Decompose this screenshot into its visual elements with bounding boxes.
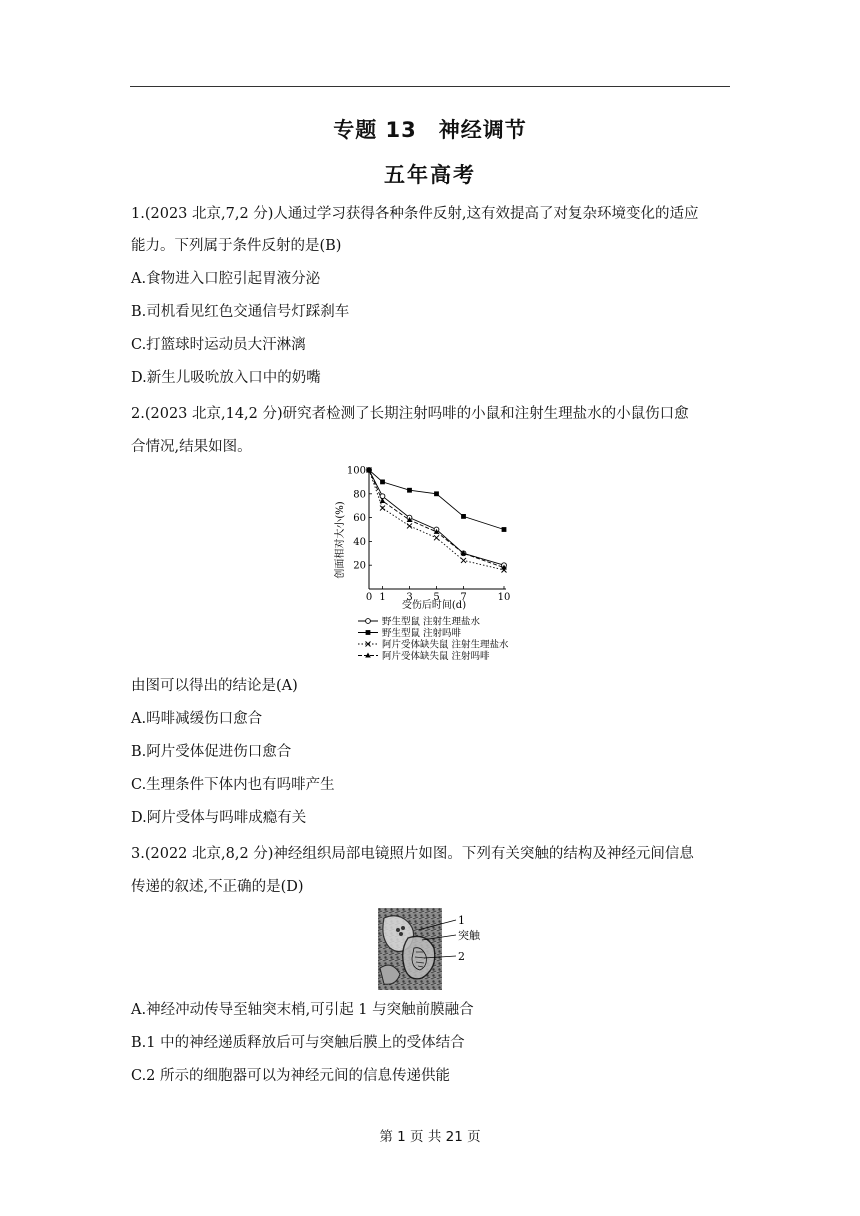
legend-marker: [366, 630, 371, 635]
legend-label: 野生型鼠 注射吗啡: [382, 628, 462, 639]
q2-option-c: C.生理条件下体内也有吗啡产生: [131, 777, 335, 793]
figure-label-1: 1: [458, 914, 465, 927]
q1-stem-line1: 1.(2023 北京,7,2 分)人通过学习获得各种条件反射,这有效提高了对复杂环境变化的适应: [131, 206, 699, 222]
x-tick-label: 3: [406, 592, 413, 603]
chart-axes: [347, 466, 510, 604]
y-tick-label: 40: [353, 536, 366, 548]
q3-option-b: B.1 中的神经递质释放后可与突触后膜上的受体结合: [131, 1035, 465, 1051]
legend-marker: [366, 619, 371, 624]
q1-option-c: C.打篮球时运动员大汗淋漓: [131, 337, 306, 353]
section-subtitle: 五年高考: [384, 163, 476, 187]
q2-conclusion: 由图可以得出的结论是(A): [131, 678, 298, 694]
x-tick-label: 1: [379, 592, 386, 603]
y-tick-label: 20: [353, 560, 366, 572]
q1-option-d: D.新生儿吸吮放入口中的奶嘴: [131, 370, 321, 386]
page-title: 专题 13 神经调节: [333, 118, 527, 142]
q2-stem-line2: 合情况,结果如图。: [131, 439, 252, 455]
q2-option-a: A.吗啡减缓伤口愈合: [131, 711, 263, 727]
data-point: [461, 558, 466, 563]
q1-option-a: A.食物进入口腔引起胃液分泌: [131, 271, 321, 287]
chart-y-axis-label: 创面相对大小(%): [335, 501, 346, 579]
electron-micrograph-figure: [378, 908, 488, 990]
y-tick-label: 80: [353, 489, 366, 501]
header-rule: [130, 86, 730, 87]
data-point: [407, 488, 412, 493]
legend-entry: [358, 650, 490, 662]
data-point: [461, 514, 466, 519]
data-point: [407, 523, 412, 528]
micrograph-svg: [378, 908, 488, 990]
data-point: [380, 506, 385, 511]
series-line: [369, 470, 504, 530]
legend-entry: [358, 627, 462, 639]
data-point: [380, 480, 385, 485]
series-line: [369, 470, 504, 570]
q3-stem-line2: 传递的叙述,不正确的是(D): [131, 879, 304, 895]
q1-stem-line2: 能力。下列属于条件反射的是(B): [131, 238, 342, 254]
chart-series: [366, 467, 507, 570]
x-tick-label: 10: [497, 592, 511, 603]
legend-label: 野生型鼠 注射生理盐水: [382, 616, 481, 628]
page-number: 第 1 页 共 21 页: [379, 1129, 481, 1145]
series-line: [369, 470, 504, 568]
y-tick-label: 60: [353, 513, 366, 525]
q2-option-d: D.阿片受体与吗啡成瘾有关: [131, 810, 307, 826]
chart-svg: [330, 462, 540, 672]
legend-entry: [358, 639, 509, 651]
x-tick-label: 0: [365, 592, 373, 603]
q3-stem-line1: 3.(2022 北京,8,2 分)神经组织局部电镜照片如图。下列有关突触的结构及神经元间信息: [131, 846, 694, 862]
q2-option-b: B.阿片受体促进伤口愈合: [131, 744, 292, 760]
chart-marks: [366, 467, 507, 572]
legend-entry: [358, 616, 481, 628]
q3-option-c: C.2 所示的细胞器可以为神经元间的信息传递供能: [131, 1068, 451, 1084]
q1-option-b: B.司机看见红色交通信号灯踩刹车: [131, 304, 350, 320]
legend-marker: [365, 653, 371, 658]
q3-option-a: A.神经冲动传导至轴突末梢,可引起 1 与突触前膜融合: [131, 1002, 474, 1018]
wound-healing-chart: [330, 462, 540, 672]
data-point: [502, 527, 507, 532]
y-tick-label: 100: [346, 465, 366, 477]
data-point: [380, 498, 386, 503]
chart-legend: [358, 616, 509, 663]
figure-label-synapse: 突触: [458, 929, 480, 942]
legend-label: 阿片受体缺失鼠 注射生理盐水: [382, 639, 509, 651]
data-point: [434, 491, 439, 496]
figure-label-2: 2: [458, 950, 465, 963]
q2-stem-line1: 2.(2023 北京,14,2 分)研究者检测了长期注射吗啡的小鼠和注射生理盐水的小鼠伤口愈: [131, 406, 689, 422]
x-tick-label: 7: [460, 592, 467, 603]
legend-label: 阿片受体缺失鼠 注射吗啡: [382, 651, 490, 662]
chart-series: [367, 468, 507, 568]
x-tick-label: 5: [433, 592, 440, 603]
data-point: [434, 535, 439, 540]
chart-x-axis-label: 受伤后时间(d): [401, 600, 467, 611]
